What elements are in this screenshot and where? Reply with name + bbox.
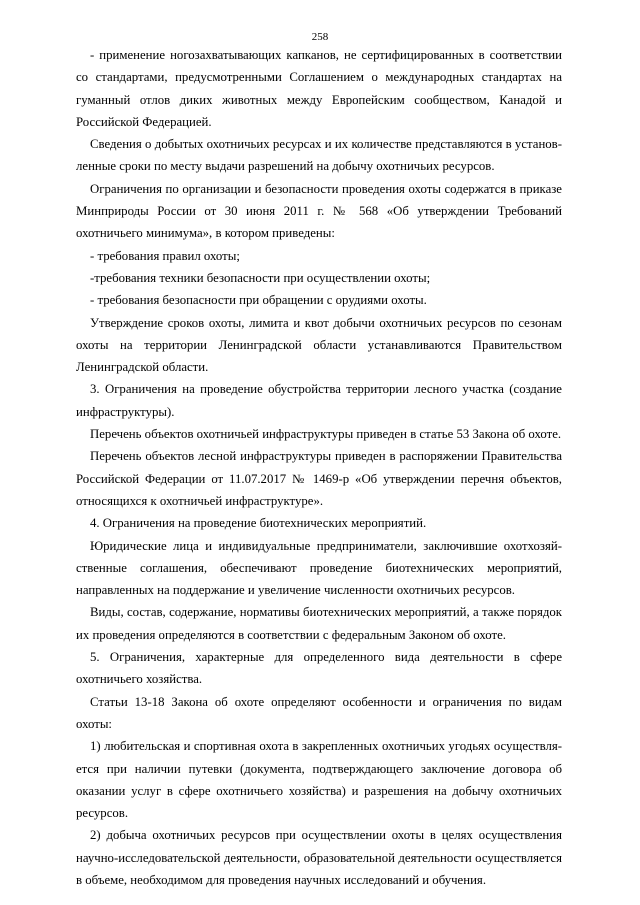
paragraph-14: 5. Ограничения, характерные для определенного вида деятельности в сфере охотничьего хозяйства.	[76, 650, 562, 687]
paragraph-9: Перечень объектов охотничьей инфраструктуры приведен в статье 53 Закона об охоте.	[90, 427, 562, 442]
paragraph-2: Сведения о добытых охотничьих ресурсах и их количестве представляются в установленные сроки по месту выдачи разрешений на добычу охотничьих ресурсов.	[76, 137, 562, 174]
paragraph-13: Виды, состав, содержание, нормативы биотехнических мероприятий, а также порядок их проведения определяются в соответствии с федеральным Законом об охоте.	[76, 605, 562, 642]
paragraph-6: - требования безопасности при обращении с орудиями охоты.	[90, 293, 427, 308]
paragraph-10: Перечень объектов лесной инфраструктуры приведен в распоряжении Правительства Российской Федерации от 11.07.2017 № 1469-р «Об утверждении перечня объектов, относящихся к охотничьей инфраструктуре».	[76, 449, 562, 508]
paragraph-8: 3. Ограничения на проведение обустройства территории лесного участка (создание инфраструктуры).	[76, 382, 562, 419]
paragraph-7: Утверждение сроков охоты, лимита и квот добычи охотничьих ресурсов по сезонам охоты на территории Ленинградской области устанавливаются Правительством Ленинградской области.	[76, 315, 562, 375]
paragraph-17: 2) добыча охотничьих ресурсов при осуществлении охоты в целях осуществления научно-исследовательской деятельности, образовательной деятельности осуществляется в объеме, необходимом для проведения научных исследований и обучения.	[76, 828, 562, 887]
paragraph-11: 4. Ограничения на проведение биотехнических мероприятий.	[90, 516, 427, 531]
paragraph-12: Юридические лица и индивидуальные предприниматели, заключившие охотхозяйственные соглашения, обеспечивают проведение биотехнических мероприятий, направленных на поддержание и увеличение численности охотничьих ресурсов.	[76, 538, 562, 598]
paragraph-5: -требования техники безопасности при осуществлении охоты;	[90, 270, 431, 285]
paragraph-15: Статьи 13-18 Закона об охоте определяют особенности и ограничения по видам охоты:	[76, 694, 562, 731]
page-number: 258	[311, 31, 329, 43]
paragraph-3: Ограничения по организации и безопасности проведения охоты содержатся в приказе Минприроды России от 30 июня 2011 г. № 568 «Об утверждении Требований охотничьего минимума», в котором приведены:	[76, 181, 562, 241]
paragraph-1: - применение ногозахватывающих капканов, не сертифицированных в соответствии со стандартами, предусмотренными Соглашением о международных стандартах на гуманный отлов диких животных между Европейским сообществом, Канадой и Российской Федерацией.	[76, 48, 562, 129]
paragraph-4: - требования правил охоты;	[90, 248, 240, 263]
body-text	[76, 44, 562, 891]
paragraph-16: 1) любительская и спортивная охота в закрепленных охотничьих угодьях осуществляется при наличии путевки (документа, подтверждающего заключение договора об оказании услуг в сфере охотничьего хозяйства) и разрешения на добычу охотничьих ресурсов.	[76, 739, 562, 821]
